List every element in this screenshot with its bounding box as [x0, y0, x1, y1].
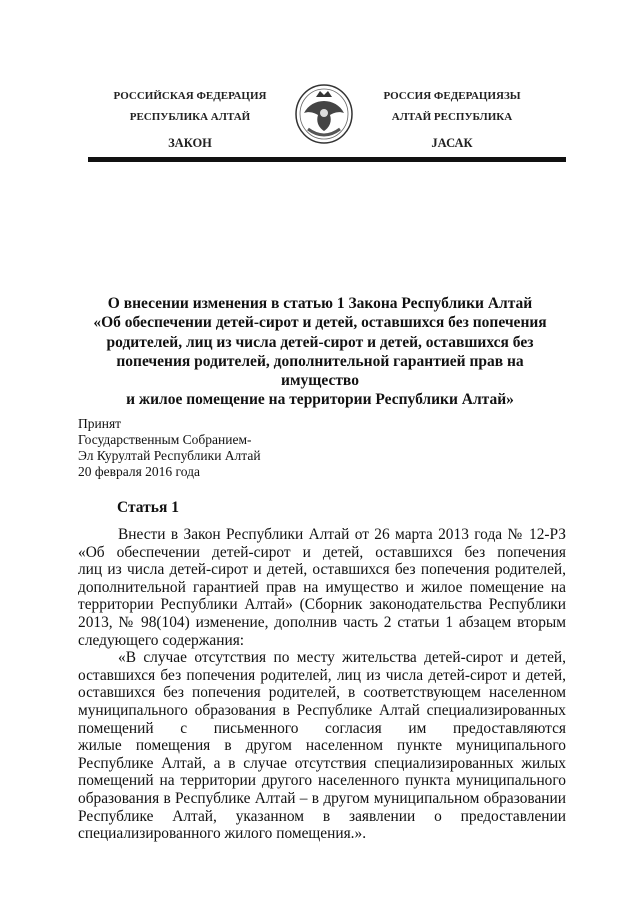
- header-divider: [88, 157, 566, 162]
- adoption-line: Государственным Собранием-: [78, 432, 252, 447]
- article-body: [78, 526, 566, 843]
- header-doc-type: ЗАКОН: [168, 136, 212, 150]
- body-line: следующего содержания:: [78, 631, 245, 649]
- article-heading: Статья 1: [117, 499, 179, 516]
- body-line: помещений с письменного согласия им предоставляются: [78, 719, 566, 737]
- title-line: О внесении изменения в статью 1 Закона Республики Алтай: [107, 295, 533, 312]
- adoption-line: Принят: [78, 416, 122, 431]
- body-line: помещений на территории другого населенного пункта муниципального: [78, 772, 566, 790]
- header-doc-type-alt: JАСАК: [431, 136, 473, 150]
- adoption-date: 20 февраля 2016 года: [78, 464, 200, 479]
- body-line: 2013, № 98(104) изменение, дополнив часть 2 статьи 1 абзацем вторым: [78, 613, 566, 631]
- title-line: «Об обеспечении детей-сирот и детей, оставшихся без попечения: [93, 314, 547, 332]
- header-republic-alt: АЛТАЙ РЕСПУБЛИКА: [391, 111, 513, 123]
- body-line: «Об обеспечении детей-сирот и детей, оставшихся без попечения: [78, 543, 566, 561]
- body-line: специализированного жилого помещения.».: [78, 825, 367, 843]
- header-country: РОССИЙСКАЯ ФЕДЕРАЦИЯ: [113, 90, 267, 102]
- body-line: оставшихся без попечения родителей, в соответствующем населенном: [78, 684, 566, 702]
- body-line: Внести в Закон Республики Алтай от 26 марта 2013 года № 12-РЗ: [118, 526, 566, 543]
- law-title: [80, 294, 560, 410]
- body-line: территории Республики Алтай» (Сборник законодательства Республики: [78, 596, 566, 614]
- body-line: Республике Алтай, а в случае отсутствия специализированных жилых: [78, 754, 566, 772]
- title-line: родителей, лиц из числа детей-сирот и детей, оставшихся без: [106, 333, 534, 351]
- header-country-alt: РОССИЯ ФЕДЕРАЦИЯЗЫ: [383, 90, 521, 102]
- body-line: «В случае отсутствия по месту жительства детей-сирот и детей,: [118, 649, 566, 667]
- adoption-info: [78, 416, 261, 480]
- body-line: образования в Республике Алтай – в другом муниципальном образовании: [78, 789, 566, 807]
- title-line: попечения родителей, дополнительной гарантией прав на имущество: [116, 352, 524, 390]
- body-line: жилые помещения в другом населенном пункте муниципального: [78, 737, 566, 755]
- title-line: и жилое помещение на территории Республики Алтай»: [126, 391, 514, 409]
- header-republic: РЕСПУБЛИКА АЛТАЙ: [129, 111, 251, 123]
- body-line: дополнительной гарантией прав на имущество и жилое помещение на: [78, 578, 566, 596]
- body-line: оставшихся без попечения родителей, лиц из числа детей-сирот и детей,: [78, 666, 566, 684]
- adoption-line: Эл Курултай Республики Алтай: [78, 448, 261, 463]
- body-line: муниципального образования в Республике Алтай специализированных: [78, 701, 566, 719]
- body-line: лиц из числа детей-сирот и детей, оставшихся без попечения родителей,: [78, 561, 566, 579]
- body-line: Республике Алтай, указанном в заявлении о предоставлении: [78, 807, 566, 825]
